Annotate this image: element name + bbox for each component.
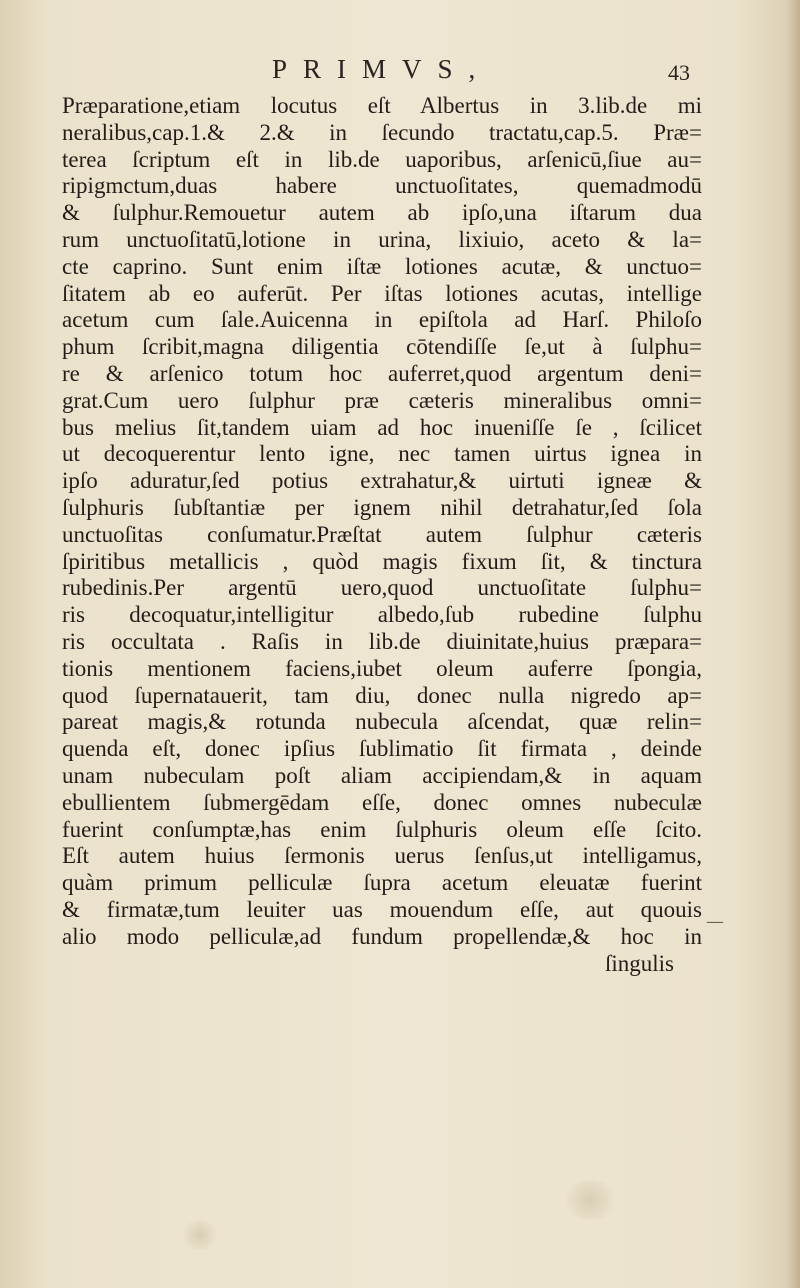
text-line: ebullientem ſubmergēdam eſſe, donec omnes nubeculæ [62, 789, 702, 815]
text-line: unam nubeculam poſt aliam accipiendam,& in aquam [62, 762, 702, 788]
text-line: ſitatem ab eo auferūt. Per iſtas lotiones acutas, intellige [62, 280, 702, 306]
text-line: ſulphuris ſubſtantiæ per ignem nihil detrahatur,ſed ſola [62, 494, 702, 520]
text-line: ripigmctum,duas habere unctuoſitates, quemadmodū [62, 173, 702, 199]
text-line: ris occultata . Raſis in lib.de diuinitate,huius præpara= [62, 628, 702, 654]
text-line: bus melius ſit,tandem uiam ad hoc inueniſſe ſe , ſcilicet [62, 414, 702, 440]
text-line: unctuoſitas conſumatur.Præſtat autem ſulphur cæteris [62, 521, 702, 547]
text-line: cte caprino. Sunt enim iſtæ lotiones acutæ, & unctuo= [62, 253, 702, 279]
text-line: & ſulphur.Remouetur autem ab ipſo,una iſtarum dua [62, 200, 702, 226]
running-head [0, 54, 800, 88]
running-title: PRIMVS, [272, 54, 492, 84]
text-line: Eſt autem huius ſermonis uerus ſenſus,ut intelligamus, [62, 843, 702, 869]
page-number: 43 [668, 60, 690, 85]
text-line: neralibus,cap.1.& 2.& in ſecundo tractatu,cap.5. Præ= [62, 119, 702, 145]
text-line: quod ſupernatauerit, tam diu, donec nulla nigredo ap= [62, 682, 702, 708]
text-line: & firmatæ,tum leuiter uas mouendum eſſe, aut quouis [62, 896, 702, 922]
text-line: ſpiritibus metallicis , quòd magis fixum ſit, & tinctura [62, 548, 702, 574]
text-line: Præparatione,etiam locutus eſt Albertus in 3.lib.de mi [62, 93, 702, 118]
text-line: ris decoquatur,intelligitur albedo,ſub rubedine ſulphu [62, 602, 702, 628]
text-line: acetum cum ſale.Auicenna in epiſtola ad Harſ. Philoſo [62, 307, 702, 333]
paper-stain [560, 1180, 620, 1220]
text-line: ipſo aduratur,ſed potius extrahatur,& uirtuti igneæ & [62, 468, 702, 494]
margin-mark: — [706, 911, 724, 932]
text-line: fuerint conſumptæ,has enim ſulphuris oleum eſſe ſcito. [62, 816, 702, 842]
text-line: rubedinis.Per argentū uero,quod unctuoſitate ſulphu= [62, 575, 702, 601]
text-line: alio modo pelliculæ,ad fundum propellendæ,& hoc in [62, 923, 702, 949]
text-line: terea ſcriptum eſt in lib.de uaporibus, arſenicū,ſiue au= [62, 146, 702, 172]
text-line: re & arſenico totum hoc auferret,quod argentum deni= [62, 360, 702, 386]
text-line: pareat magis,& rotunda nubecula aſcendat, quæ relin= [62, 709, 702, 735]
text-line: quenda eſt, donec ipſius ſublimatio ſit firmata , deinde [62, 736, 702, 762]
body-text [62, 93, 702, 977]
text-line: tionis mentionem faciens,iubet oleum auferre ſpongia, [62, 655, 702, 681]
text-line: ut decoquerentur lento igne, nec tamen uirtus ignea in [62, 441, 702, 467]
text-line: quàm primum pelliculæ ſupra acetum eleuatæ fuerint [62, 870, 702, 896]
paper-stain [180, 1220, 220, 1250]
text-line: phum ſcribit,magna diligentia cōtendiſſe ſe,ut à ſulphu= [62, 334, 702, 360]
page-edge-shadow [786, 0, 800, 1288]
text-line: grat.Cum uero ſulphur præ cæteris mineralibus omni= [62, 387, 702, 413]
text-line: rum unctuoſitatū,lotione in urina, lixiuio, aceto & la= [62, 226, 702, 252]
text-line: ſingulis [604, 950, 674, 976]
